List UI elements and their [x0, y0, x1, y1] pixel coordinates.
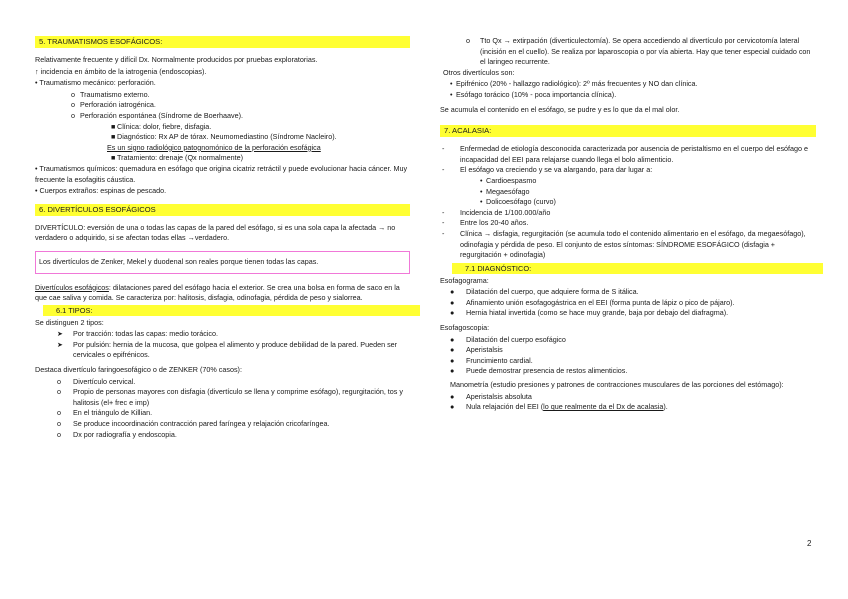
- diverticulo-definition: DIVERTÍCULO: eversión de una o todas las capas de la pared del esófago, si es una sola capa la afectada → no verdadero o adquirido, si se afectan todas ellas →verdadero.: [35, 222, 396, 243]
- highlight-box-note: Los divertículos de Zenker, Mekel y duodenal son reales porque tienen todas las capas.: [35, 251, 410, 274]
- acal-item-3: - Incidencia de 1/100.000/año: [442, 207, 551, 217]
- acumula-note: Se acumula el contenido en el esófago, se pudre y es lo que da el mal olor.: [440, 104, 680, 114]
- chemical-trauma: • Traumatismos químicos: quemadura en esófago que origina cicatriz retráctil y puede evolucionar hacia cáncer. Muy frecuente la esofagitis cáustica.: [35, 163, 408, 184]
- boerhaave-item-2: ■ Diagnóstico: Rx AP de tórax. Neumomediastino (Síndrome Nacleiro).: [111, 132, 337, 142]
- esofagoscopia-item-4: ● Puede demostrar presencia de restos alimenticios.: [450, 366, 628, 376]
- subsection-7-1-header: 7.1 DIAGNÓSTICO:: [452, 263, 823, 274]
- mech-item-1: o Traumatismo externo.: [71, 89, 150, 99]
- circle-bullet-icon: o: [57, 387, 61, 397]
- manometria-label: Manometría (estudio presiones y patrones de contracciones musculares de las porciones del estómago):: [450, 380, 784, 390]
- square-bullet-icon: ■: [111, 121, 116, 131]
- esophageal-diverticula: Divertículos esofágicos: dilataciones pared del esófago hacia el exterior. Se crea una bolsa en forma de saco en la que cae saliva y comida. Se caracteriza por: halitosis, disfagia, odinofagia, pérdida de peso y sialorrea.: [35, 282, 400, 303]
- zenker-item-5: o Dx por radiografía y endoscopia.: [57, 429, 177, 439]
- section-5-header: 5. TRAUMATISMOS ESOFÁGICOS:: [35, 36, 410, 48]
- tipos-intro: Se distinguen 2 tipos:: [35, 317, 104, 327]
- right-column: [440, 36, 816, 413]
- dash-bullet-icon: -: [442, 165, 445, 175]
- left-column: [35, 36, 410, 440]
- manometria-item-1: ● Aperistalsis absoluta: [450, 391, 532, 401]
- esofagograma-item-2: ● Afinamiento unión esofagogástrica en el EEI (forma punta de lápiz o pico de pájaro).: [450, 297, 735, 307]
- bullet-icon: ●: [450, 391, 455, 401]
- bullet-icon: •: [480, 186, 483, 196]
- circle-bullet-icon: o: [71, 110, 75, 120]
- acal-item-4: - Entre los 20-40 años.: [442, 218, 529, 228]
- boerhaave-underline-note: Es un signo radiológico patognomónico de la perforación esofágica: [107, 142, 321, 152]
- esofagoscopia-item-3: ● Fruncimiento cardial.: [450, 355, 533, 365]
- otros-item-2: • Esófago torácico (10% - poca importancia clínica).: [450, 89, 617, 99]
- grow-item-2: • Megaesófago: [480, 186, 530, 196]
- bullet-icon: ●: [450, 287, 455, 297]
- zenker-item-3: o En el triángulo de Killian.: [57, 408, 153, 418]
- arrow-bullet-icon: ➤: [57, 329, 64, 339]
- mechanical-trauma-title: • Traumatismo mecánico: perforación.: [35, 78, 156, 88]
- zenker-item-4: o Se produce incoordinación contracción pared faríngea y relajación cricofaríngea.: [57, 419, 330, 429]
- sec5-paragraph-2: ↑ incidencia en ámbito de la iatrogenia (endoscopias).: [35, 66, 207, 76]
- foreign-bodies: • Cuerpos extraños: espinas de pescado.: [35, 186, 167, 196]
- dash-bullet-icon: -: [442, 228, 445, 238]
- circle-bullet-icon: o: [57, 376, 61, 386]
- acal-item-5: - Clínica → disfagia, regurgitación (se acumula todo el contenido alimentario en el esófago, da megaesófago), odinofagia y pérdida de peso. El conjunto de estos síntomas: SÍNDROME ESOFÁGICO (disfagia + regurgitación + odinofagia): [442, 228, 806, 260]
- boerhaave-item-1: ■ Clínica: dolor, fiebre, disfagia.: [111, 121, 212, 131]
- esofagograma-item-3: ● Hernia hiatal invertida (como se hace muy grande, baja por debajo del diafragma).: [450, 308, 729, 318]
- circle-bullet-icon: o: [71, 100, 75, 110]
- bullet-icon: ●: [450, 355, 455, 365]
- esofagoscopia-label: Esofagoscopia:: [440, 323, 490, 333]
- circle-bullet-icon: o: [466, 36, 470, 45]
- bullet-icon: •: [450, 79, 453, 89]
- bullet-icon: ●: [450, 297, 455, 307]
- mech-item-3: o Perforación espontánea (Síndrome de Boerhaave).: [71, 110, 244, 120]
- bullet-icon: •: [480, 175, 483, 185]
- zenker-item-2: o Propio de personas mayores con disfagia (divertículo se llena y comprime esófago), regurgitación, tos y halitosis (el+ frec e imp): [57, 387, 403, 407]
- esofagoscopia-item-1: ● Dilatación del cuerpo esofágico: [450, 334, 566, 344]
- subsection-6-1-header: 6.1 TIPOS:: [43, 305, 420, 316]
- dash-bullet-icon: -: [442, 144, 445, 154]
- circle-bullet-icon: o: [57, 408, 61, 418]
- otros-item-1: • Epifrénico (20% - hallazgo radiológico): 2º más frecuentes y NO dan clínica.: [450, 79, 698, 89]
- tipo-item-2: ➤ Por pulsión: hernia de la mucosa, que golpea el alimento y produce debilidad de la pared. Pueden ser cervicales o epifrénicos.: [57, 339, 398, 360]
- grow-item-1: • Cardioespasmo: [480, 175, 537, 185]
- page-number: 2: [807, 539, 812, 548]
- zenker-intro: Destaca divertículo faringoesofágico o de ZENKER (70% casos):: [35, 365, 242, 375]
- section-6-header: 6. DIVERTÍCULOS ESOFÁGICOS: [35, 204, 410, 216]
- square-bullet-icon: ■: [111, 153, 116, 163]
- bullet-icon: ●: [450, 334, 455, 344]
- esofagograma-label: Esofagograma:: [440, 275, 489, 285]
- mech-item-2: o Perforación iatrogénica.: [71, 100, 156, 110]
- bullet-icon: ●: [450, 308, 455, 318]
- tipo-item-1: ➤ Por tracción: todas las capas: medio torácico.: [57, 329, 219, 339]
- otros-intro: Otros divertículos son:: [443, 67, 515, 77]
- manometria-item-2: ● Nula relajación del EEI (lo que realmente da el Dx de acalasia).: [450, 402, 668, 412]
- dash-bullet-icon: -: [442, 218, 445, 228]
- bullet-icon: •: [450, 89, 453, 99]
- esofagoscopia-item-2: ● Aperistalsis: [450, 345, 503, 355]
- bullet-icon: •: [480, 197, 483, 207]
- bullet-icon: ●: [450, 366, 455, 376]
- dash-bullet-icon: -: [442, 207, 445, 217]
- section-7-header: 7. ACALASIA:: [440, 125, 816, 137]
- esofagograma-item-1: ● Dilatación del cuerpo, que adquiere forma de S itálica.: [450, 287, 639, 297]
- circle-bullet-icon: o: [57, 419, 61, 429]
- acal-item-1: - Enfermedad de etiología desconocida caracterizada por ausencia de peristaltismo en el cuerpo del esófago e incapacidad del EEI para relajarse cuando llega el bolo alimenticio.: [442, 144, 809, 164]
- circle-bullet-icon: o: [71, 89, 75, 99]
- tto-qx: o Tto Qx → extirpación (diverticulectomía). Se opera accediendo al divertículo por cervicotomía lateral (incisión en el cuello). Se realiza por laparoscopia o por vía abierta. Hay que tener especial cuidado con el laringeo recurrente.: [466, 36, 811, 67]
- zenker-item-1: o Divertículo cervical.: [57, 376, 136, 386]
- bullet-icon: ●: [450, 402, 455, 412]
- sec5-paragraph-1: Relativamente frecuente y difícil Dx. Normalmente producidos por pruebas exploratorias.: [35, 55, 318, 64]
- square-bullet-icon: ■: [111, 132, 116, 142]
- bullet-icon: ●: [450, 345, 455, 355]
- acal-item-2: - El esófago va creciendo y se va alargando, para dar lugar a:: [442, 165, 653, 175]
- circle-bullet-icon: o: [57, 429, 61, 439]
- arrow-bullet-icon: ➤: [57, 339, 64, 349]
- grow-item-3: • Dolicoesófago (curvo): [480, 197, 556, 207]
- boerhaave-item-3: ■ Tratamiento: drenaje (Qx normalmente): [111, 153, 243, 163]
